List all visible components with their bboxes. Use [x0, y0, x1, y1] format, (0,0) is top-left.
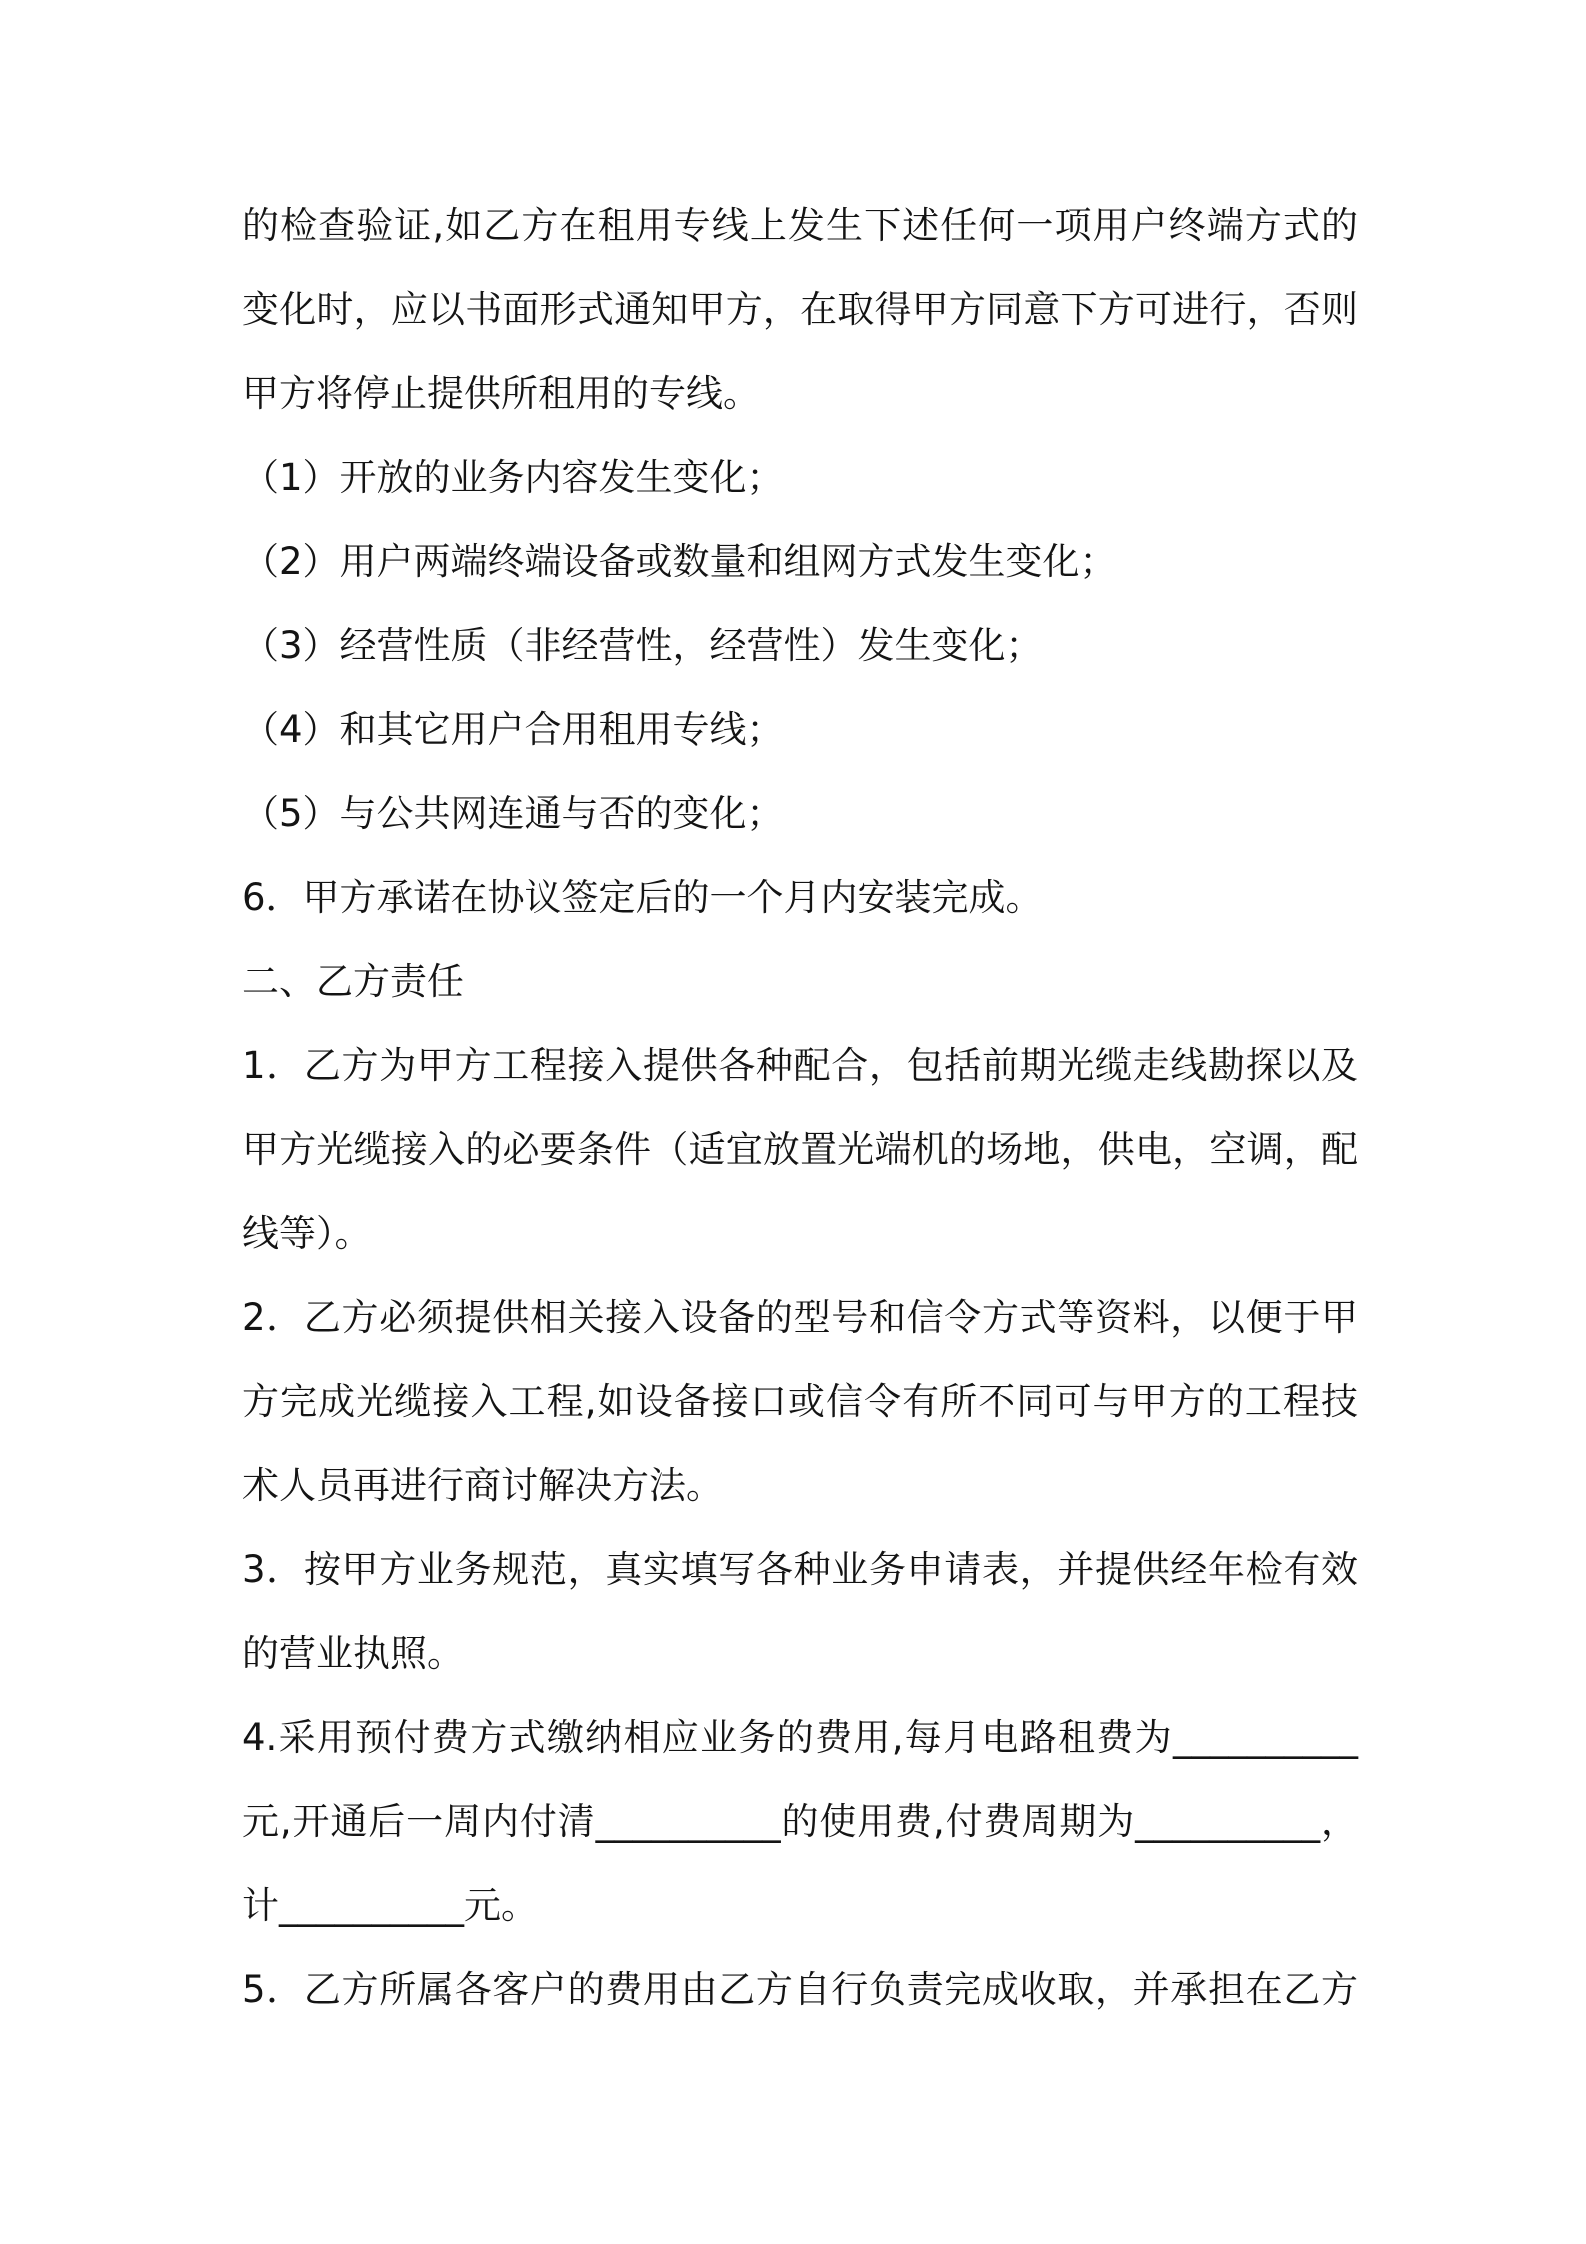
text-line: （4）和其它用户合用租用专线； — [242, 708, 784, 751]
text-line: （5）与公共网连通与否的变化； — [242, 792, 784, 835]
clause-6-party-a — [242, 856, 1358, 940]
text-line: 的营业执照。 — [242, 1632, 464, 1675]
text-line: 1．乙方为甲方工程接入提供各种配合，包括前期光缆走线勘探以及 — [242, 1044, 1358, 1087]
sub-item-2 — [242, 520, 1358, 604]
document-body — [242, 184, 1358, 2032]
text-line: 元,开通后一周内付清__________的使用费,付费周期为__________， — [242, 1800, 1358, 1843]
text-line: （2）用户两端终端设备或数量和组网方式发生变化； — [242, 540, 1117, 583]
clause-1-party-b — [242, 1024, 1358, 1276]
text-line: （1）开放的业务内容发生变化； — [242, 456, 784, 499]
text-line: 2．乙方必须提供相关接入设备的型号和信令方式等资料，以便于甲 — [242, 1296, 1358, 1339]
text-line: 5．乙方所属各客户的费用由乙方自行负责完成收取，并承担在乙方 — [242, 1968, 1358, 2011]
text-line: 计__________元。 — [242, 1884, 538, 1927]
clause-2-party-b — [242, 1276, 1358, 1528]
section-heading — [242, 940, 1358, 1024]
sub-item-5 — [242, 772, 1358, 856]
text-line: 变化时，应以书面形式通知甲方，在取得甲方同意下方可进行，否则 — [242, 288, 1358, 331]
text-line: 术人员再进行商讨解决方法。 — [242, 1464, 723, 1507]
text-line: 6．甲方承诺在协议签定后的一个月内安装完成。 — [242, 876, 1043, 919]
text-line: 甲方将停止提供所租用的专线。 — [242, 372, 760, 415]
text-line: 甲方光缆接入的必要条件（适宜放置光端机的场地，供电，空调，配 — [242, 1128, 1358, 1171]
clause-5-party-b — [242, 1948, 1358, 2032]
sub-item-1 — [242, 436, 1358, 520]
text-line: （3）经营性质（非经营性，经营性）发生变化； — [242, 624, 1043, 667]
continued-clause — [242, 184, 1358, 436]
clause-4-party-b-fees — [242, 1696, 1358, 1948]
sub-item-3 — [242, 604, 1358, 688]
text-line: 方完成光缆接入工程,如设备接口或信令有所不同可与甲方的工程技 — [242, 1380, 1358, 1423]
text-line: 3．按甲方业务规范，真实填写各种业务申请表，并提供经年检有效 — [242, 1548, 1358, 1591]
text-line: 4.采用预付费方式缴纳相应业务的费用,每月电路租费为__________ — [242, 1716, 1358, 1759]
sub-item-4 — [242, 688, 1358, 772]
text-line: 线等）。 — [242, 1212, 372, 1255]
clause-3-party-b — [242, 1528, 1358, 1696]
section-heading-text: 二、乙方责任 — [242, 960, 464, 1003]
text-line: 的检查验证,如乙方在租用专线上发生下述任何一项用户终端方式的 — [242, 204, 1358, 247]
